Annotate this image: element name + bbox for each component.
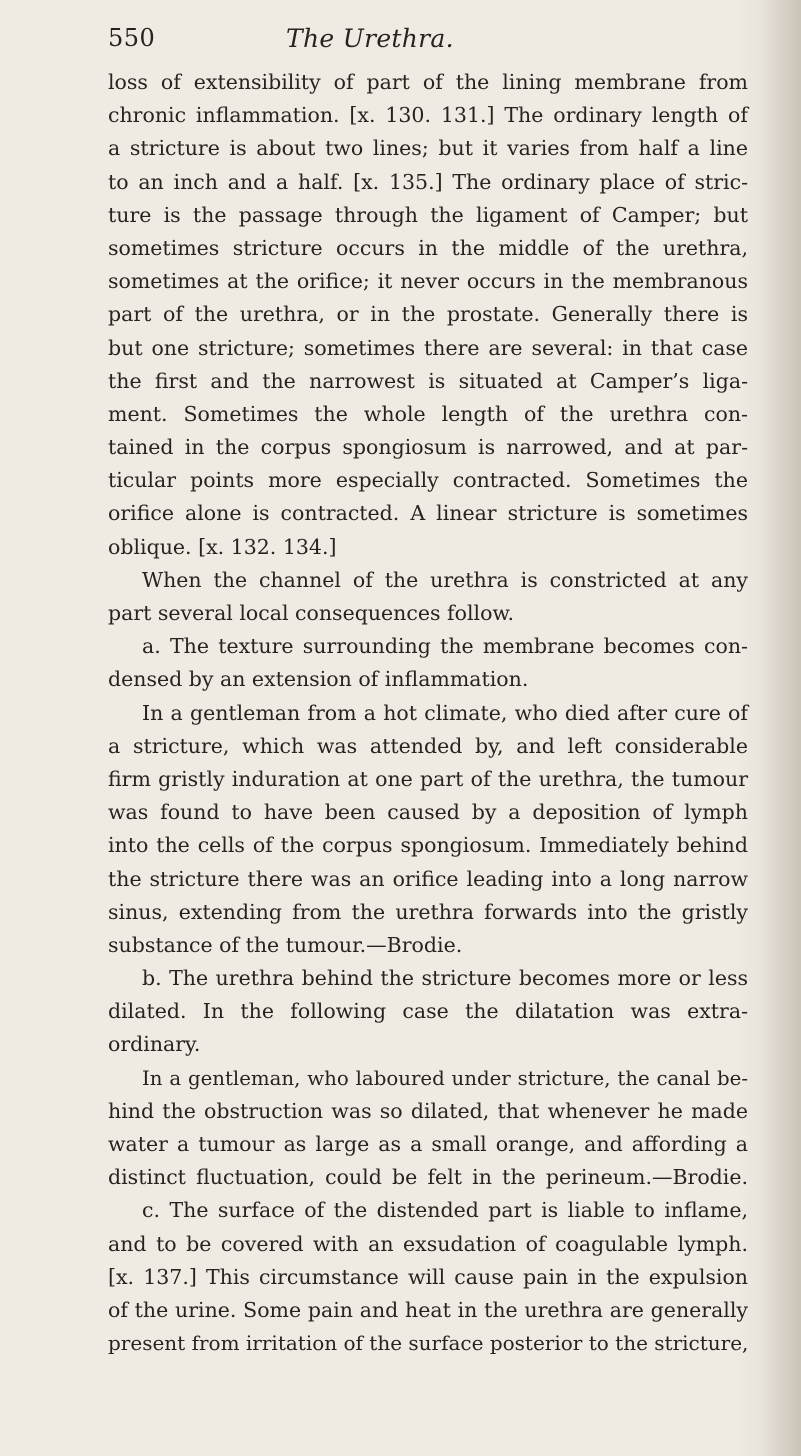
text-line: into the cells of the corpus spongiosum. Immediately behind [108,833,748,858]
text-line: and to be covered with an exsudation of coagulable lymph. [108,1231,748,1256]
text-line: but one stricture; sometimes there are several: in that case [108,335,748,360]
text-line: c. The surface of the distended part is liable to inflame, [142,1198,748,1223]
text-line: ticular points more especially contracted. Sometimes the [108,468,748,493]
text-line: [x. 137.] This circumstance will cause pain in the expulsion [108,1264,748,1289]
text-line: of the urine. Some pain and heat in the urethra are generally [108,1297,748,1322]
text-line: sometimes at the orifice; it never occurs in the membranous [108,269,748,294]
text-line: to an inch and a half. [x. 135.] The ordinary place of stric- [108,169,748,194]
text-line: distinct fluctuation, could be felt in the perineum.—Brodie. [108,1165,748,1190]
text-line: tained in the corpus spongiosum is narrowed, and at par- [108,435,748,460]
text-line: sometimes stricture occurs in the middle of the urethra, [108,235,748,260]
text-line: ordinary. [108,1032,201,1057]
text-line: a. The texture surrounding the membrane becomes con- [142,634,748,659]
text-line: oblique. [x. 132. 134.] [108,534,337,559]
text-line: a stricture is about two lines; but it varies from half a line [108,136,748,161]
text-line: b. The urethra behind the stricture becomes more or less [142,966,748,991]
text-line: part several local consequences follow. [108,601,515,625]
text-line: the first and the narrowest is situated at Camper’s liga- [108,368,748,393]
text-line: In a gentleman, who laboured under stricture, the canal be- [142,1066,748,1090]
text-line: loss of extensibility of part of the lining membrane from [108,70,748,94]
text-line: ture is the passage through the ligament of Camper; but [108,202,748,227]
text-line: dilated. In the following case the dilatation was extra- [108,999,748,1024]
body-text [108,66,748,1360]
text-line: part of the urethra, or in the prostate. Generally there is [108,302,748,327]
text-line: the stricture there was an orifice leading into a long narrow [108,866,748,891]
text-line: present from irritation of the surface posterior to the stricture, [108,1331,749,1356]
page-header [108,24,748,64]
text-line: chronic inflammation. [x. 130. 131.] The ordinary length of [108,103,748,128]
text-line: firm gristly induration at one part of the urethra, the tumour [108,766,748,791]
text-line: water a tumour as large as a small orange, and affording a [108,1132,748,1156]
page-number: 550 [108,24,156,52]
text-line: orifice alone is contracted. A linear stricture is sometimes [108,501,748,526]
text-line: ment. Sometimes the whole length of the urethra con- [108,401,748,426]
text-line: hind the obstruction was so dilated, that whenever he made [108,1098,748,1123]
running-title: The Urethra. [286,24,454,53]
text-line: When the channel of the urethra is constricted at any [142,567,748,592]
text-line: In a gentleman from a hot climate, who died after cure of [142,700,748,725]
text-line: substance of the tumour.—Brodie. [108,932,463,957]
page-edge-shadow [761,0,801,1456]
text-line: a stricture, which was attended by, and left considerable [108,733,748,758]
text-line: densed by an extension of inflammation. [108,667,529,692]
text-line: was found to have been caused by a deposition of lymph [108,800,748,825]
text-line: sinus, extending from the urethra forwards into the gristly [108,899,748,924]
